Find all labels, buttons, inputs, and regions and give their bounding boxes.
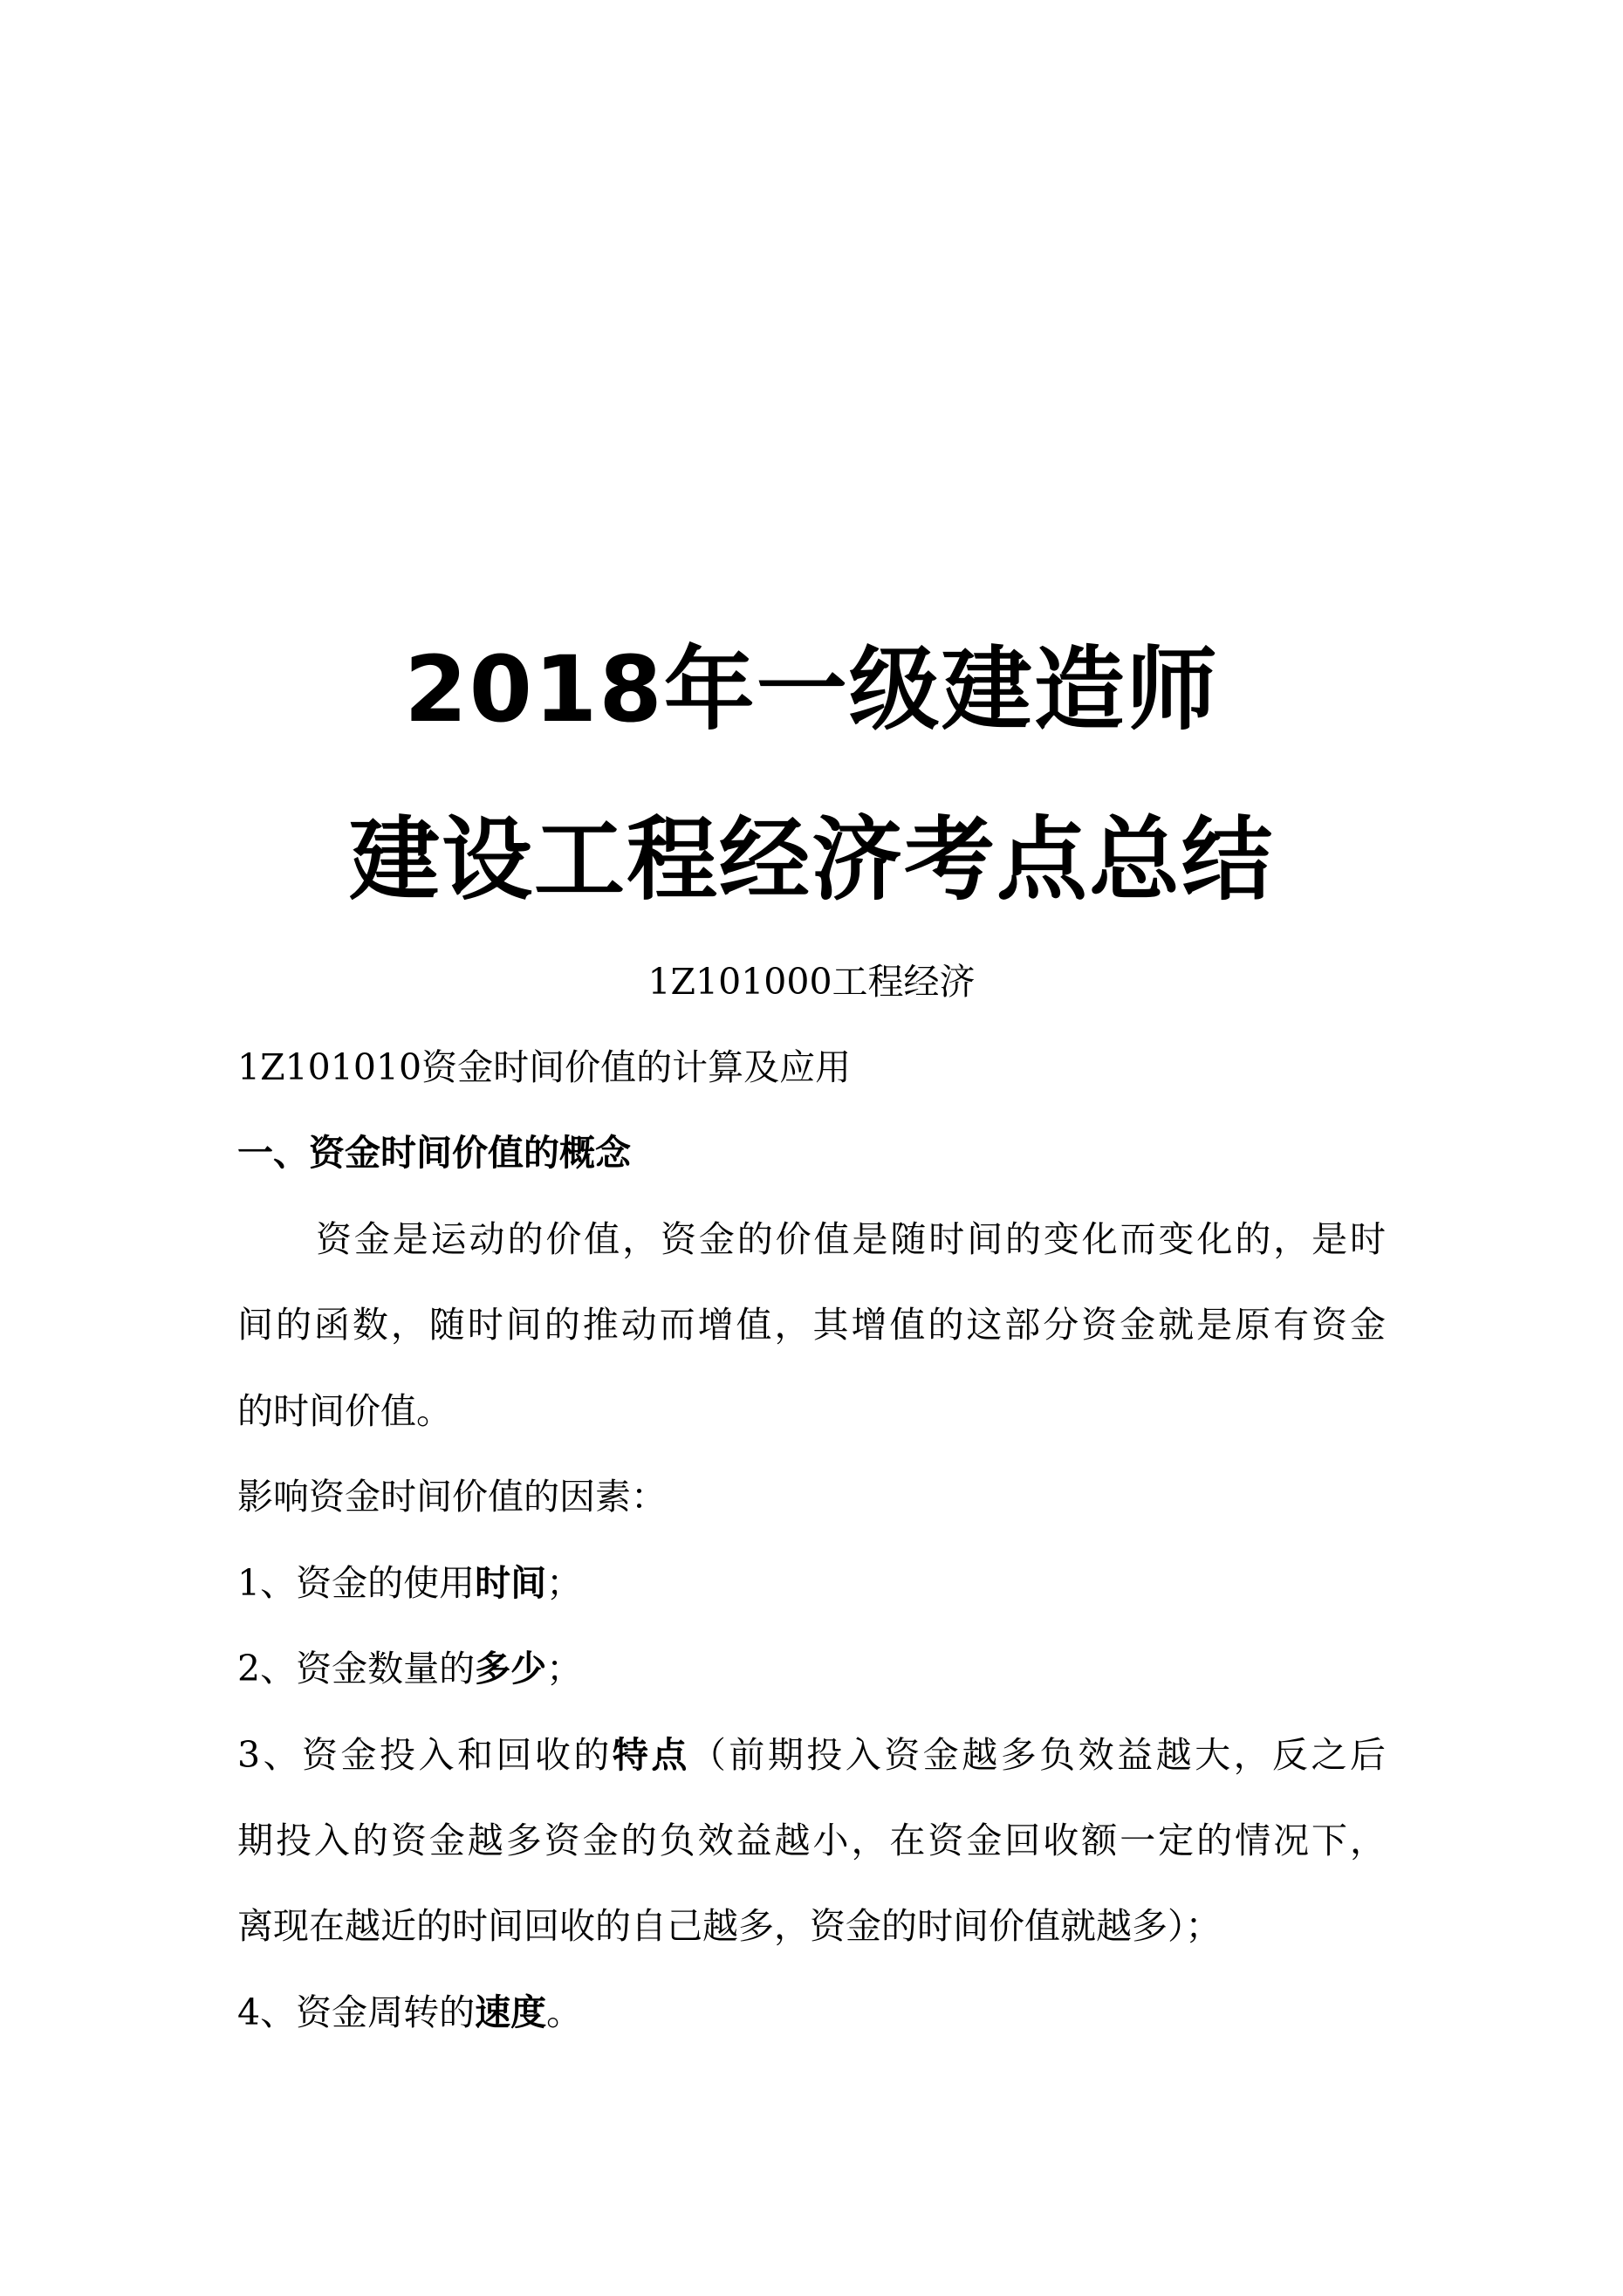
section-heading: 1Z101010资金时间价值的计算及应用 [237, 1046, 852, 1088]
list-item-text: （前期投入资金越多负效益越大，反之后 [689, 1734, 1387, 1776]
list-item-keyword: 速度 [475, 1991, 547, 2033]
list-item-keyword: 特点 [612, 1734, 690, 1776]
paragraph-line: 的时间价值。 [237, 1390, 452, 1432]
list-item-continuation: 期投入的资金越多资金的负效益越小，在资金回收额一定的情况下， [237, 1820, 1386, 1861]
document-title-line2: 建设工程经济考点总结 [348, 806, 1274, 913]
concept-heading: 一、资金时间价值的概念 [237, 1132, 631, 1174]
list-item-text: 3、资金投入和回收的 [237, 1734, 613, 1776]
factors-intro: 影响资金时间价值的因素： [237, 1476, 667, 1518]
list-item-text: ； [546, 1648, 583, 1689]
list-item [237, 1647, 582, 1690]
list-item-text: 1、资金的使用 [237, 1562, 476, 1604]
list-item-text: 2、资金数量的 [237, 1648, 476, 1689]
paragraph-line: 资金是运动的价值，资金的价值是随时间的变化而变化的，是时 [316, 1218, 1386, 1260]
list-item [237, 1733, 1386, 1777]
list-item [237, 1561, 582, 1605]
list-item-keyword: 时间 [475, 1562, 547, 1604]
list-item-text: 。 [546, 1991, 583, 2033]
list-item-keyword: 多少 [475, 1648, 547, 1689]
list-item-text: 4、资金周转的 [237, 1991, 476, 2033]
chapter-heading: 1Z101000工程经济 [647, 961, 976, 1003]
paragraph-line: 间的函数，随时间的推动而增值，其增值的这部分资金就是原有资金 [237, 1304, 1386, 1346]
document-title-line1: 2018年一级建造师 [404, 636, 1219, 743]
list-item [237, 1991, 582, 2034]
list-item-text: ； [546, 1562, 583, 1604]
list-item-continuation: 离现在越近的时间回收的自己越多，资金的时间价值就越多）； [237, 1905, 1222, 1947]
